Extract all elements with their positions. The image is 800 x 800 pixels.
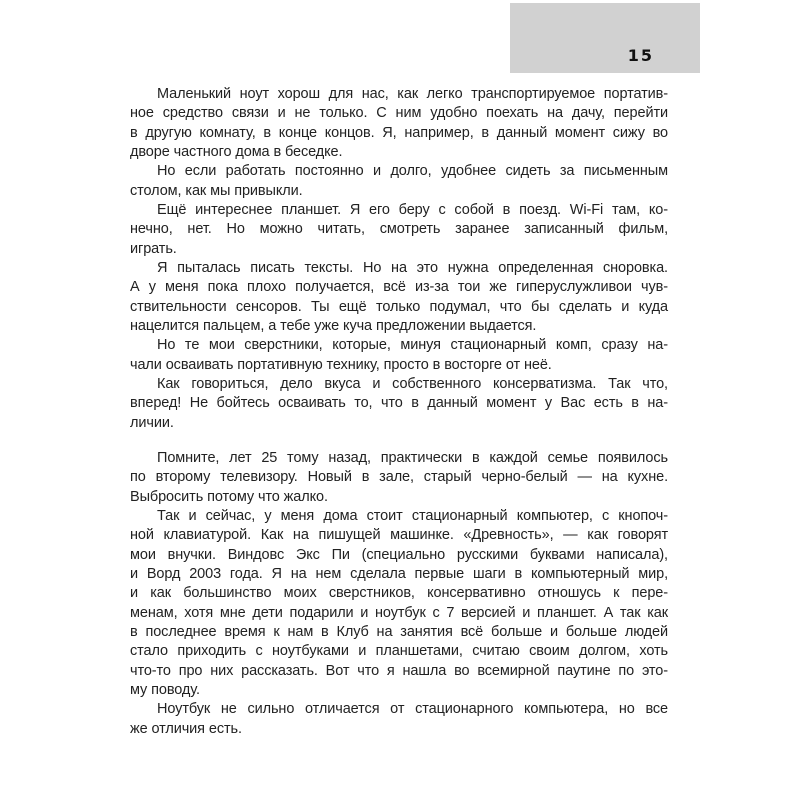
page-header-box: [510, 3, 700, 73]
text-line: Но те мои сверстники, которые, минуя стационарный комп, сразу на-: [157, 337, 668, 354]
text-line: менам, хотя мне дети подарили и ноутбук с 7 версией и планшет. А так как: [130, 604, 668, 621]
text-section: [130, 449, 668, 739]
text-line: мои внучки. Виндовс Экс Пи (специально русскими буквами написала),: [130, 546, 668, 563]
text-line: А у меня пока плохо получается, всё из-за тои же гиперуслужливои чув-: [130, 279, 668, 296]
text-line: по второму телевизору. Новый в зале, старый черно-белый — на кухне.: [130, 469, 668, 486]
text-line: что-то про них рассказать. Вот что я нашла во всемирной паутине по это-: [130, 662, 668, 679]
text-line: вперед! Не бойтесь осваивать то, что в данный момент у Вас есть в на-: [130, 395, 668, 412]
text-line: столом, как мы привыкли.: [130, 182, 303, 199]
text-line: играть.: [130, 240, 177, 257]
text-line: Но если работать постоянно и долго, удобнее сидеть за письменным: [157, 163, 668, 180]
text-line: в последнее время к нам в Клуб на занятия всё больше и больше людей: [130, 623, 668, 640]
text-line: же отличия есть.: [130, 720, 242, 737]
text-line: Ноутбук не сильно отличается от стационарного компьютера, но все: [157, 701, 668, 718]
page-number: 15: [627, 46, 654, 65]
text-line: Я пыталась писать тексты. Но на это нужна определенная сноровка.: [157, 259, 668, 276]
text-line: ной клавиатурой. Как на пишущей машинке. «Древность», — как говорят: [130, 527, 668, 544]
text-line: и как большинство моих сверстников, консервативно отношусь к пере-: [130, 585, 668, 602]
text-line: личии.: [130, 414, 174, 431]
text-line: ное средство связи и не только. С ним удобно поехать на дачу, перейти: [130, 105, 668, 122]
text-line: ствительности сенсоров. Ты ещё только подумал, что бы сделать и куда: [130, 298, 668, 315]
text-line: и Ворд 2003 года. Я на нем сделала первые шаги в компьютерный мир,: [130, 565, 668, 582]
text-line: чали осваивать портативную технику, просто в восторге от неё.: [130, 356, 552, 373]
text-line: дворе частного дома в беседке.: [130, 143, 343, 160]
text-line: Выбросить потому что жалко.: [130, 488, 328, 505]
text-line: Маленький ноут хорош для нас, как легко транспортируемое портатив-: [157, 86, 668, 102]
text-line: му поводу.: [130, 681, 200, 698]
text-section: [130, 85, 668, 433]
text-line: Ещё интереснее планшет. Я его беру с собой в поезд. Wi-Fi там, ко-: [157, 201, 668, 218]
text-line: нацелится пальцем, а тебе уже куча предложении выдается.: [130, 317, 537, 334]
text-line: нечно, нет. Но можно читать, смотреть заранее записанный фильм,: [130, 221, 668, 238]
text-line: Как говориться, дело вкуса и собственного консерватизма. Так что,: [157, 375, 668, 392]
text-line: стало приходить с ноутбуками и планшетами, считаю своим долгом, хоть: [130, 643, 668, 660]
text-block: [130, 85, 668, 739]
text-line: в другую комнату, в конце концов. Я, например, в данный момент сижу во: [130, 124, 668, 141]
text-line: Так и сейчас, у меня дома стоит стационарный компьютер, с кнопоч-: [157, 507, 668, 524]
text-line: Помните, лет 25 тому назад, практически в каждой семье появилось: [157, 449, 668, 466]
